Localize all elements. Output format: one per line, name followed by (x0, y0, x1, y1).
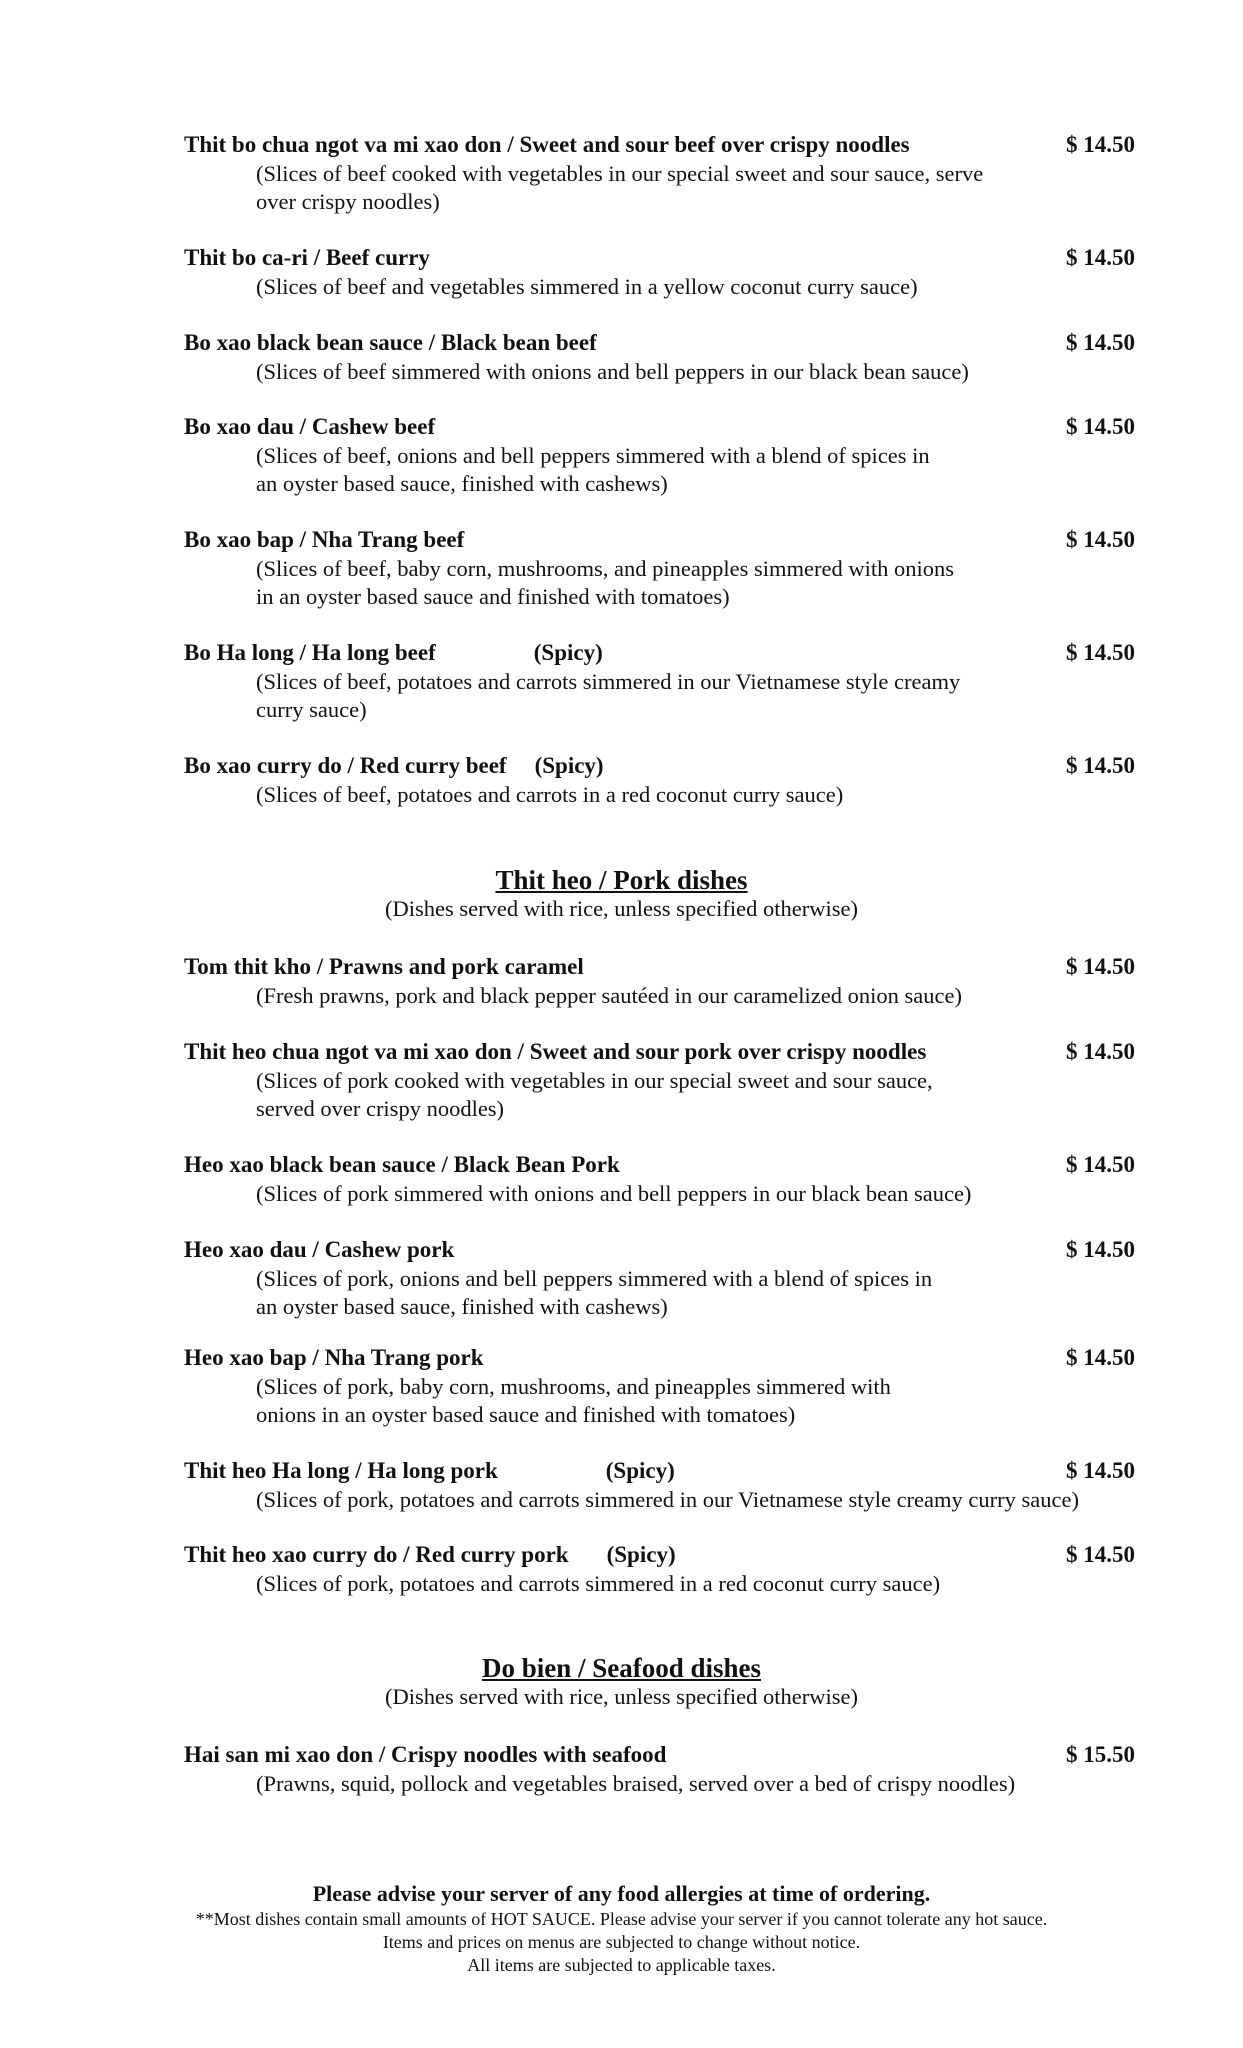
item-description (256, 668, 1136, 724)
item-description (256, 273, 1136, 301)
allergy-notice: Please advise your server of any food allergies at time of ordering. (312, 1881, 931, 1906)
item-price: $ 14.50 (1066, 954, 1135, 979)
description-line: (Slices of pork, potatoes and carrots simmered in our Vietnamese style creamy curry sauce) (256, 1487, 1079, 1512)
item-price: $ 14.50 (1066, 640, 1135, 665)
description-line: (Slices of beef and vegetables simmered in a yellow coconut curry sauce) (256, 274, 918, 299)
spicy-label: (Spicy) (533, 640, 603, 665)
item-price: $ 14.50 (1066, 527, 1135, 552)
item-name-text: Bo xao curry do / Red curry beef (184, 753, 507, 778)
pork-section-title: Thit heo / Pork dishes (495, 865, 748, 895)
item-name: Bo xao dau / Cashew beef (184, 414, 436, 439)
item-price: $ 14.50 (1066, 1458, 1135, 1483)
spicy-label: (Spicy) (534, 753, 604, 778)
menu-item-red-curry-pork (184, 1540, 1144, 1598)
description-line: in an oyster based sauce and finished with tomatoes) (256, 584, 730, 609)
description-line: (Slices of beef simmered with onions and bell peppers in our black bean sauce) (256, 359, 969, 384)
menu-item-red-curry-beef (184, 751, 1144, 809)
item-name: Thit heo chua ngot va mi xao don / Sweet and sour pork over crispy noodles (184, 1039, 927, 1064)
description-line: curry sauce) (256, 697, 367, 722)
item-description (256, 358, 1136, 386)
hot-sauce-notice: **Most dishes contain small amounts of HOT SAUCE. Please advise your server if you cannot tolerate any hot sauce. (195, 1909, 1048, 1929)
menu-item-nha-trang-beef (184, 525, 1144, 611)
item-name-text: Bo Ha long / Ha long beef (184, 640, 436, 665)
item-name: Bo xao black bean sauce / Black bean beef (184, 330, 597, 355)
description-line: (Slices of pork, baby corn, mushrooms, and pineapples simmered with (256, 1374, 891, 1399)
description-line: (Slices of beef, potatoes and carrots in a red coconut curry sauce) (256, 782, 844, 807)
item-description (256, 1770, 1136, 1798)
item-name-text: Thit heo xao curry do / Red curry pork (184, 1542, 569, 1567)
menu-item-sweet-sour-beef (184, 130, 1144, 216)
description-line: (Slices of pork, onions and bell peppers simmered with a blend of spices in (256, 1266, 933, 1291)
menu-item-ha-long-pork (184, 1456, 1144, 1514)
item-description (256, 555, 1136, 611)
description-line: (Slices of beef, potatoes and carrots simmered in our Vietnamese style creamy (256, 669, 961, 694)
description-line: (Slices of pork, potatoes and carrots simmered in a red coconut curry sauce) (256, 1571, 941, 1596)
tax-notice: All items are subjected to applicable taxes. (467, 1955, 776, 1975)
price-change-notice: Items and prices on menus are subjected to change without notice. (382, 1932, 861, 1952)
item-name (184, 1540, 1144, 1570)
menu-item-crispy-noodles-seafood (184, 1740, 1144, 1798)
item-price: $ 14.50 (1066, 1152, 1135, 1177)
description-line: (Prawns, squid, pollock and vegetables braised, served over a bed of crispy noodles) (256, 1771, 1016, 1796)
item-name (184, 751, 1144, 781)
item-name: Thit bo chua ngot va mi xao don / Sweet and sour beef over crispy noodles (184, 132, 910, 157)
description-line: (Slices of beef cooked with vegetables in our special sweet and sour sauce, serve (256, 161, 984, 186)
item-price: $ 14.50 (1066, 753, 1135, 778)
item-description (256, 442, 1136, 498)
item-price: $ 14.50 (1066, 132, 1135, 157)
item-name (184, 1456, 1144, 1486)
spicy-label: (Spicy) (606, 1542, 676, 1567)
item-price: $ 14.50 (1066, 1237, 1135, 1262)
menu-item-sweet-sour-pork (184, 1037, 1144, 1123)
item-description (256, 160, 1136, 216)
menu-item-nha-trang-pork (184, 1343, 1144, 1429)
item-name: Heo xao bap / Nha Trang pork (184, 1345, 484, 1370)
description-line: (Slices of beef, onions and bell peppers simmered with a blend of spices in (256, 443, 930, 468)
item-price: $ 14.50 (1066, 245, 1135, 270)
item-name: Heo xao black bean sauce / Black Bean Pork (184, 1152, 620, 1177)
description-line: (Slices of beef, baby corn, mushrooms, and pineapples simmered with onions (256, 556, 954, 581)
spicy-label: (Spicy) (605, 1458, 675, 1483)
description-line: over crispy noodles) (256, 189, 440, 214)
menu-footer (0, 1880, 1243, 1977)
description-line: (Fresh prawns, pork and black pepper sautéed in our caramelized onion sauce) (256, 983, 962, 1008)
item-description (256, 1180, 1136, 1208)
item-name: Bo xao bap / Nha Trang beef (184, 527, 465, 552)
item-name: Tom thit kho / Prawns and pork caramel (184, 954, 584, 979)
item-price: $ 15.50 (1066, 1742, 1135, 1767)
item-description (256, 982, 1136, 1010)
description-line: an oyster based sauce, finished with cashews) (256, 471, 668, 496)
description-line: (Slices of pork cooked with vegetables in our special sweet and sour sauce, (256, 1068, 933, 1093)
item-description (256, 781, 1136, 809)
item-description (256, 1265, 1136, 1321)
menu-item-ha-long-beef (184, 638, 1144, 724)
item-price: $ 14.50 (1066, 1039, 1135, 1064)
menu-item-black-bean-beef (184, 328, 1144, 386)
item-price: $ 14.50 (1066, 1542, 1135, 1567)
menu-item-cashew-pork (184, 1235, 1144, 1321)
menu-item-cashew-beef (184, 412, 1144, 498)
description-line: (Slices of pork simmered with onions and bell peppers in our black bean sauce) (256, 1181, 972, 1206)
seafood-section-subtitle: (Dishes served with rice, unless specified otherwise) (385, 1684, 858, 1709)
item-description (256, 1067, 1136, 1123)
menu-item-prawns-pork-caramel (184, 952, 1144, 1010)
item-price: $ 14.50 (1066, 330, 1135, 355)
item-price: $ 14.50 (1066, 1345, 1135, 1370)
seafood-section-title: Do bien / Seafood dishes (481, 1653, 762, 1683)
item-description (256, 1486, 1136, 1514)
item-description (256, 1570, 1136, 1598)
description-line: an oyster based sauce, finished with cashews) (256, 1294, 668, 1319)
item-description (256, 1373, 1136, 1429)
item-name (184, 638, 1144, 668)
description-line: served over crispy noodles) (256, 1096, 505, 1121)
menu-item-beef-curry (184, 243, 1144, 301)
item-name: Thit bo ca-ri / Beef curry (184, 245, 430, 270)
item-name-text: Thit heo Ha long / Ha long pork (184, 1458, 498, 1483)
menu-item-black-bean-pork (184, 1150, 1144, 1208)
item-price: $ 14.50 (1066, 414, 1135, 439)
item-name: Heo xao dau / Cashew pork (184, 1237, 455, 1262)
item-name: Hai san mi xao don / Crispy noodles with seafood (184, 1742, 667, 1767)
description-line: onions in an oyster based sauce and finished with tomatoes) (256, 1402, 796, 1427)
pork-section-subtitle: (Dishes served with rice, unless specified otherwise) (385, 896, 858, 921)
